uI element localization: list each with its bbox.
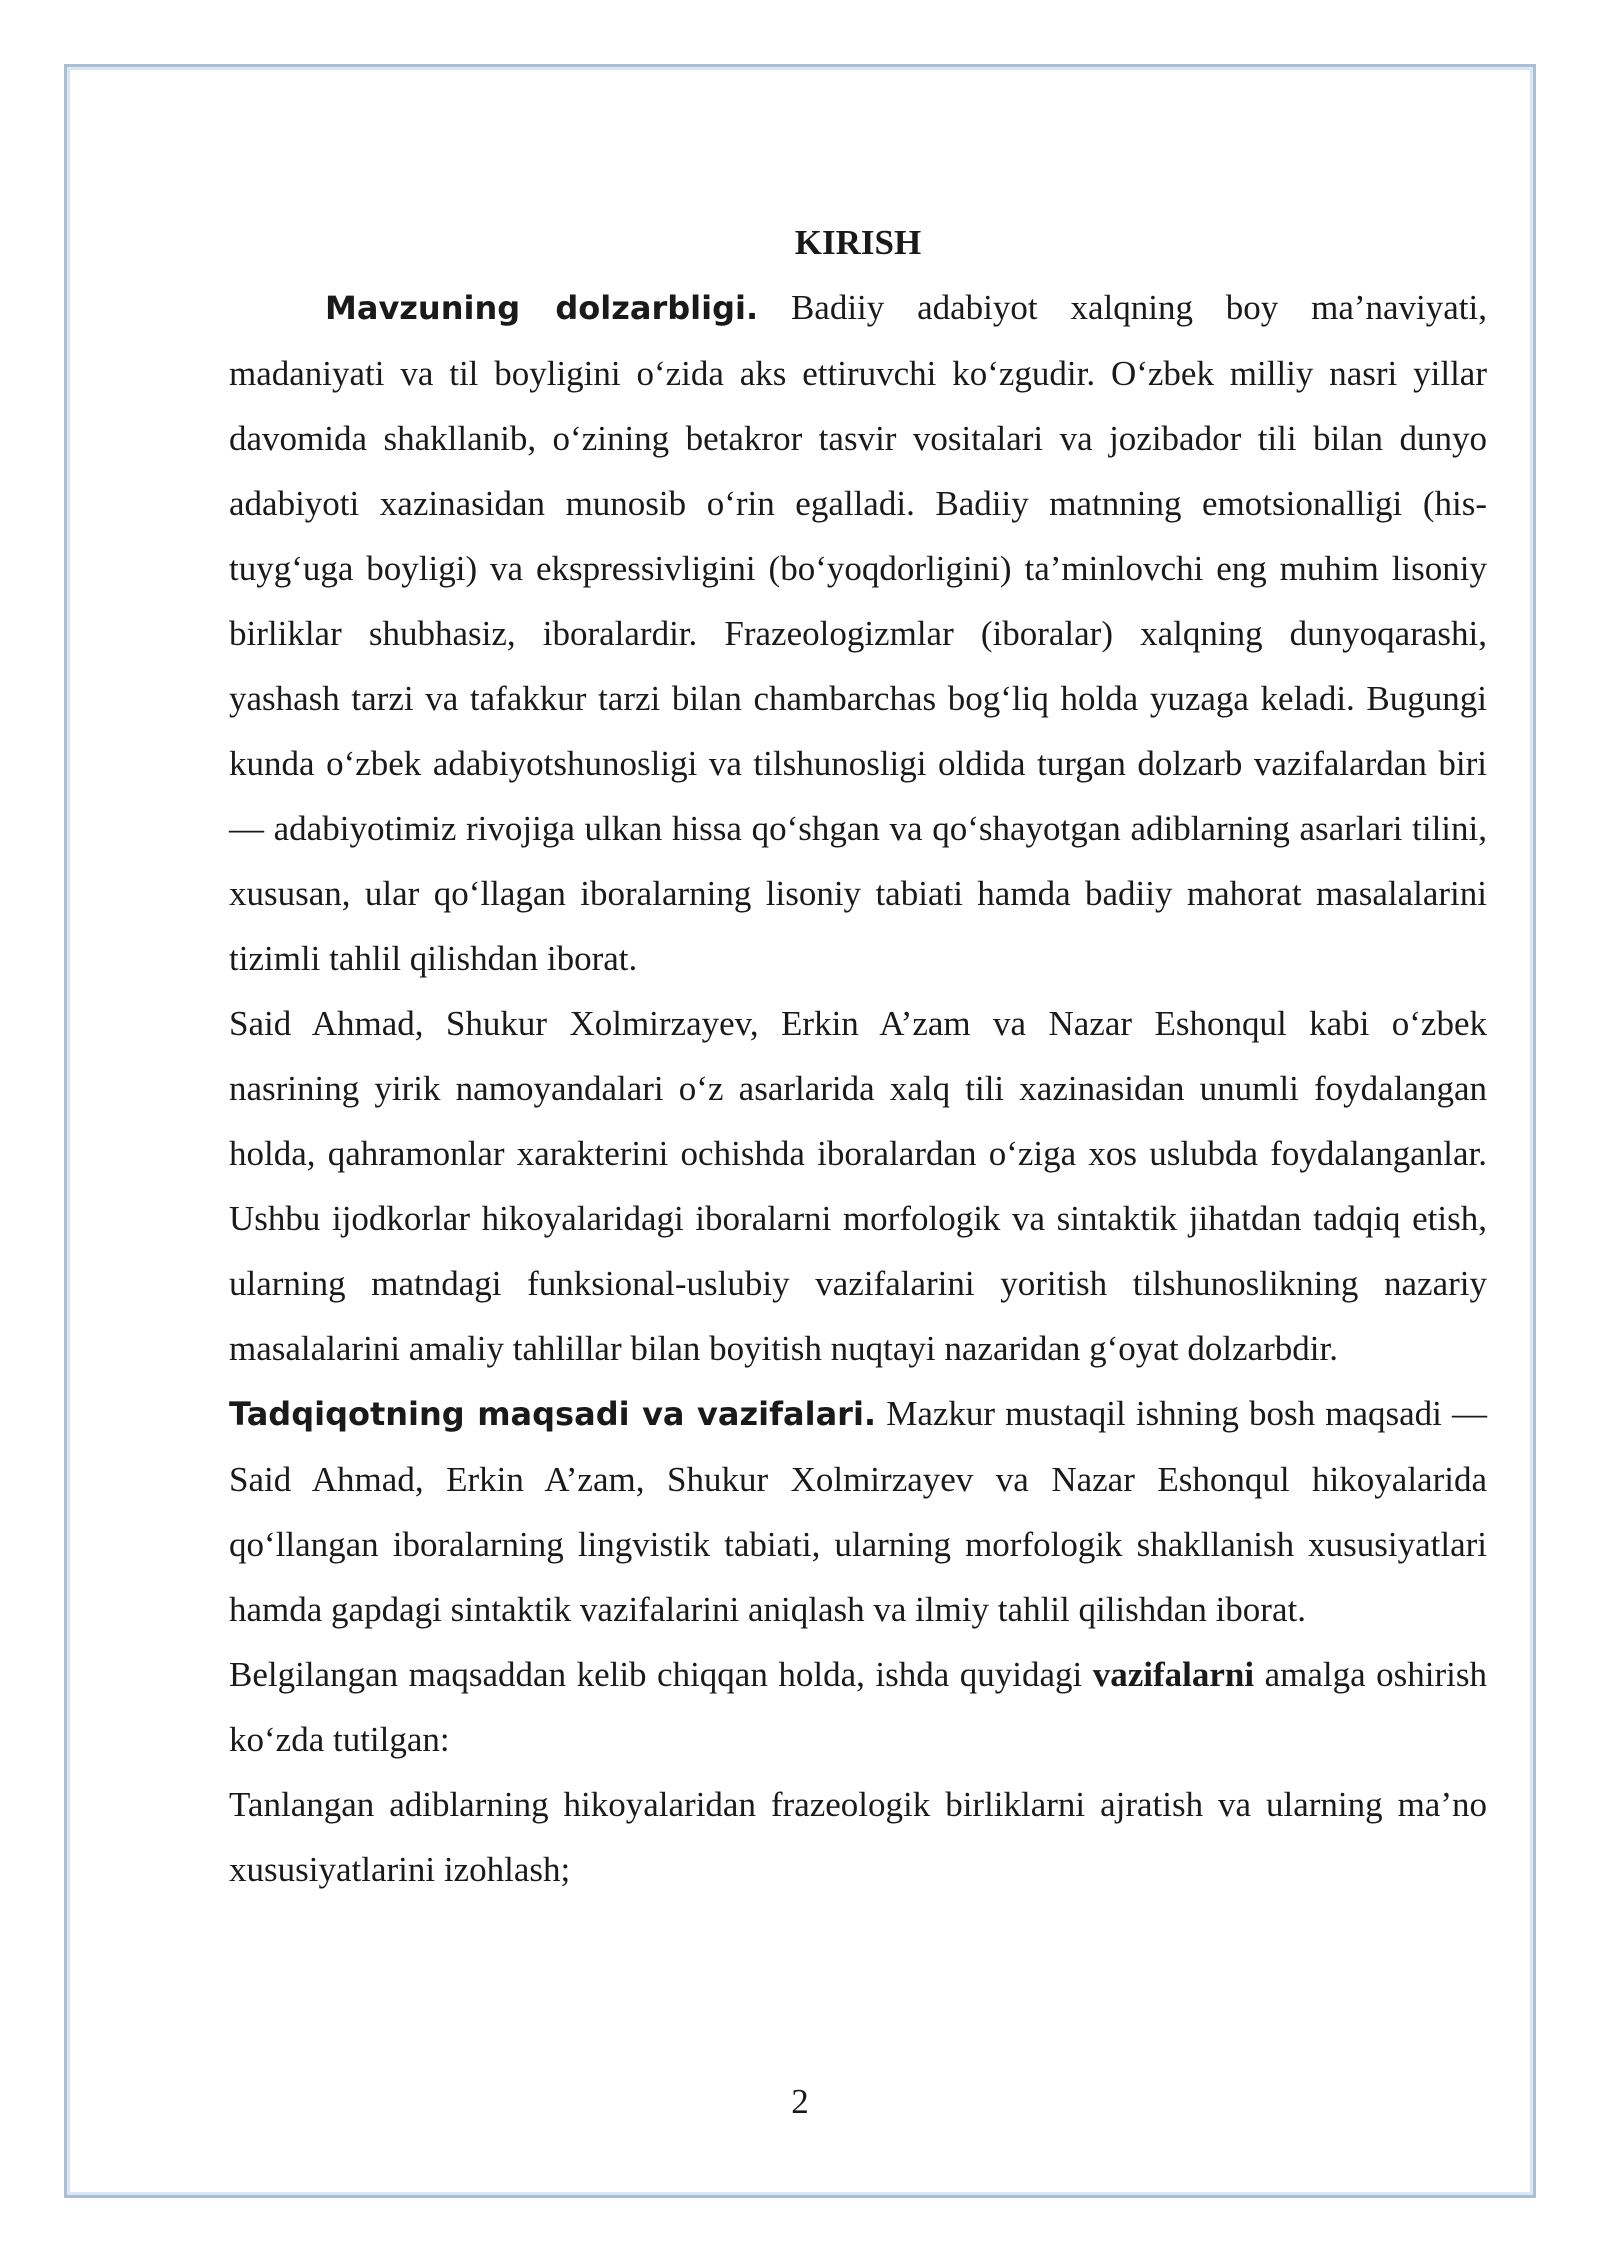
- paragraph-text: amalga oshirish ko‘zda tutilgan:: [229, 1655, 1487, 1759]
- paragraph-goals: [229, 1381, 1487, 1642]
- paragraph-text: Belgilangan maqsaddan kelib chiqqan holda, ishda quyidagi: [229, 1655, 1093, 1694]
- section-heading: KIRISH: [794, 223, 922, 262]
- paragraph-text: Mazkur mustaqil ishning bosh maqsadi — Said Ahmad, Erkin A’zam, Shukur Xolmirzayev va Nazar Eshonqul hikoyalarida qo‘llangan iboralarning lingvistik tabiati, ularning morfologik shakllanish xususiyatlari hamda gapdagi sintaktik vazifalarini aniqlash va ilmiy tahlil qilishdan iborat.: [229, 1394, 1488, 1629]
- paragraph-text: Badiiy adabiyot xalqning boy ma’naviyati, madaniyati va til boyligini o‘zida aks ettiruvchi ko‘zgudir. O‘zbek milliy nasri yillar davomida shakllanib, o‘zining betakror tasvir vositalari va jozibador tili bilan dunyo adabiyoti xazinasidan munosib o‘rin egalladi. Badiiy matnning emotsionalligi (his-tuyg‘uga boyligi) va ekspressivligini (bo‘yoqdorligini) ta’minlovchi eng muhim lisoniy birliklar shubhasiz, iboralardir. Frazeologizmlar (iboralar) xalqning dunyoqarashi, yashash tarzi va tafakkur tarzi bilan chambarchas bog‘liq holda yuzaga keladi. Bugungi kunda o‘zbek adabiyotshunosligi va tilshunosligi oldida turgan dolzarb vazifalardan biri — adabiyotimiz rivojiga ulkan hissa qo‘shgan va qo‘shayotgan adiblarning asarlari tilini, xususan, ular qo‘llagan iboralarning lisoniy tabiati hamda badiiy mahorat masalalarini tizimli tahlil qilishdan iborat.: [229, 288, 1488, 978]
- paragraph-task-item: Tanlangan adiblarning hikoyalaridan frazeologik birliklarni ajratish va ularning ma’no xususiyatlarini izohlash;: [229, 1785, 1487, 1889]
- bold-term: vazifalarni: [1092, 1655, 1255, 1694]
- document-body: [229, 210, 1487, 1902]
- paragraph-relevance: [229, 275, 1487, 991]
- paragraph-lead: Tadqiqotning maqsadi va vazifalari.: [229, 1395, 877, 1433]
- paragraph-lead: Mavzuning dolzarbligi.: [325, 289, 759, 327]
- paragraph-tasks-intro: [229, 1642, 1487, 1772]
- page-number: 2: [791, 2082, 809, 2121]
- paragraph-authors: Said Ahmad, Shukur Xolmirzayev, Erkin A’zam va Nazar Eshonqul kabi o‘zbek nasrining yirik namoyandalari o‘z asarlarida xalq tili xazinasidan unumli foydalangan holda, qahramonlar xarakterini ochishda iboralardan o‘ziga xos uslubda foydalanganlar. Ushbu ijodkorlar hikoyalaridagi iboralarni morfologik va sintaktik jihatdan tadqiq etish, ularning matndagi funksional-uslubiy vazifalarini yoritish tilshunoslikning nazariy masalalarini amaliy tahlillar bilan boyitish nuqtayi nazaridan g‘oyat dolzarbdir.: [229, 1004, 1487, 1368]
